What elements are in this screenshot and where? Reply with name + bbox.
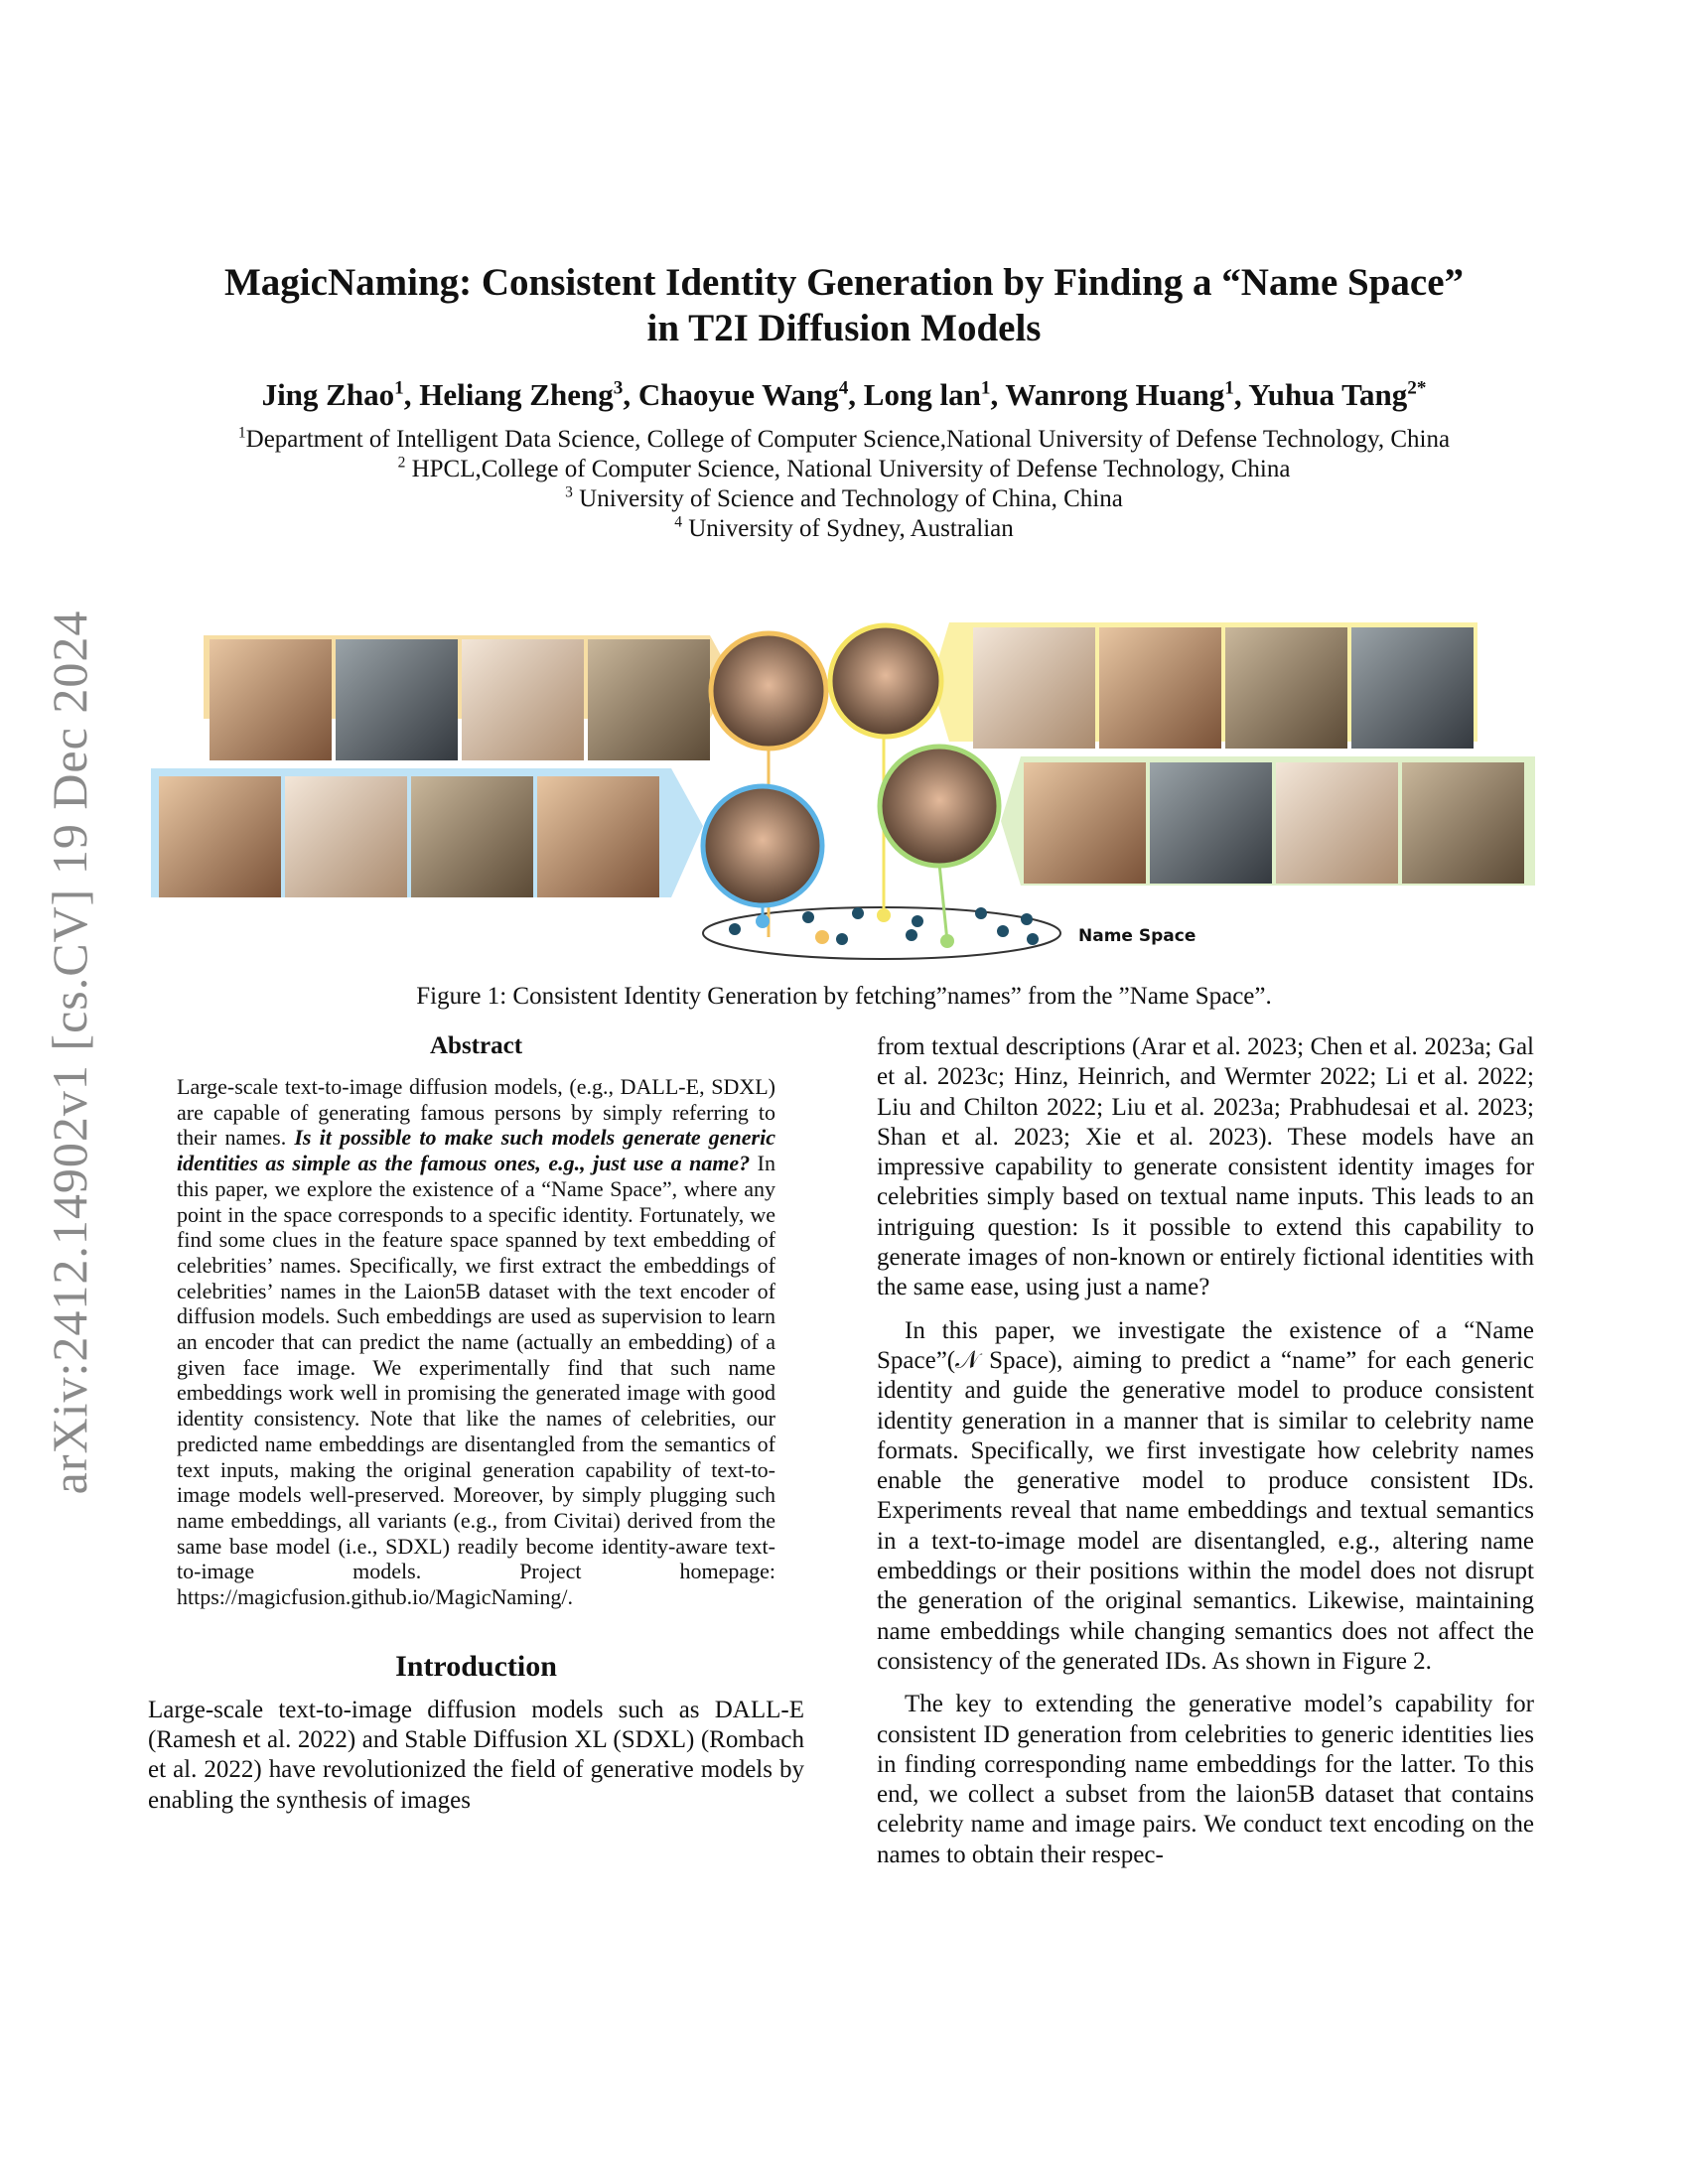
photo-man-2-a (1024, 762, 1146, 884)
author: Wanrong Huang$^1$ (1005, 377, 1234, 412)
photo-man-2-b (1150, 762, 1272, 884)
point-woman-1 (877, 908, 891, 922)
title-line-2: in T2I Diffusion Models (646, 307, 1042, 349)
photo-woman-1-c (1225, 627, 1347, 749)
photo-man-1-a (210, 639, 332, 760)
introduction-heading: Introduction (395, 1649, 557, 1683)
point-man-1 (815, 930, 829, 944)
affiliation: $^4$ University of Sydney, Australian (674, 513, 1014, 542)
photo-man-2-c (1276, 762, 1398, 884)
author: Chaoyue Wang$^4$ (637, 377, 849, 412)
identity-circle-man-2 (880, 747, 999, 866)
identity-circle-man-1 (711, 633, 826, 749)
abstract-heading: Abstract (429, 1032, 523, 1059)
abstract-body: Large-scale text-to-image diffusion models, (e.g., DALL-E, SDXL) are capable of generating famous persons by simply referring to their names. Is it possible to make such models generate generic identities as simple as the famous ones, e.g., just use a name? In this paper, we explore the existence of a “Name Space”, where any point in the space corresponds to a specific identity. Fortunately, we find some clues in the feature space spanned by text embedding of celebrities’ names. Specifically, we first extract the embeddings of celebrities’ names in the Laion5B dataset with the text encoder of diffusion models. Such embeddings are used as supervision to learn an encoder that can predict the name (actually an embedding) of a given face image. We experimentally find that such name embeddings work well in promising the generated image with good identity consistency. Note that like the names of celebrities, our predicted name embeddings are disentangled from the semantics of text inputs, making the original generation capability of text-to-image models well-preserved. Moreover, by simply plugging such name embeddings, all variants (e.g., from Civitai) derived from the same base model (i.e., SDXL) readily become identity-aware text-to-image models. Project homepage: https://magicfusion.github.io/MagicNaming/. (177, 1074, 775, 1610)
abstract-emphasis: Is it possible to make such models generate generic identities as simple as the famous ones, e.g., just use a name? (177, 1125, 775, 1176)
paper-title (149, 260, 1539, 351)
photo-woman-2-d (537, 776, 659, 897)
figure-graphic (147, 608, 1541, 967)
photo-man-1-d (588, 639, 710, 760)
author: Yuhua Tang$^{2*}$ (1248, 377, 1427, 412)
affiliation: $^2$ HPCL,College of Computer Science, National University of Defense Technology, China (397, 454, 1291, 482)
photo-woman-2-a (159, 776, 281, 897)
photo-woman-2-b (285, 776, 407, 897)
arxiv-identifier: arXiv:2412.14902v1 [cs.CV] 19 Dec 2024 (42, 610, 97, 1495)
identity-circle-woman-1 (830, 625, 941, 737)
photo-woman-2-c (411, 776, 533, 897)
intro-paragraph-1-continued: from textual descriptions (Arar et al. 2023; Chen et al. 2023a; Gal et al. 2023c; Hinz, Heinrich, and Wermter 2022; Li et al. 2022; Liu and Chilton 2022; Liu et al. 2023a; Prabhudesai et al. 2023; Shan et al. 2023; Xie et al. 2023). These models have an impressive capability to generate consistent identity images for celebrities simply based on textual name inputs. This leads to an intriguing question: Is it possible to extend this capability to generate images of non-known or entirely fictional identities with the same ease, using just a name? (877, 1033, 1534, 1301)
intro-paragraph-3: The key to extending the generative model’s capability for consistent ID generation from celebrities to generic identities lies in finding corresponding name embeddings for the latter. To this end, we collect a subset from the laion5B dataset that contains celebrity name and image pairs. We conduct text encoding on the names to obtain their respec- (877, 1691, 1534, 1868)
author-list: Jing Zhao$^1$, Heliang Zheng$^3$, Chaoyue Wang$^4$, Long lan$^1$, Wanrong Huang$^1$, Yuhua Tang$^{2*}$ (261, 377, 1427, 412)
point-woman-2 (756, 914, 770, 928)
point-man-2 (940, 934, 954, 948)
affiliation-list (149, 425, 1539, 544)
name-space-label: Name Space (1078, 926, 1196, 946)
author: Long lan$^1$ (863, 377, 991, 412)
title-line-1: MagicNaming: Consistent Identity Generation by Finding a “Name Space” (224, 261, 1464, 304)
figure-1 (147, 608, 1541, 967)
photo-woman-1-d (1351, 627, 1474, 749)
left-column (148, 1032, 804, 1816)
right-column (877, 1032, 1534, 1870)
affiliation: $^3$ University of Science and Technology of China, China (565, 483, 1123, 512)
author: Jing Zhao$^1$ (261, 377, 404, 412)
author: Heliang Zheng$^3$ (419, 377, 624, 412)
arxiv-sidebar (0, 556, 139, 1549)
photo-woman-1-b (1099, 627, 1221, 749)
photo-man-1-c (462, 639, 584, 760)
identity-circle-woman-2 (703, 786, 822, 905)
photo-man-2-d (1402, 762, 1524, 884)
figure-caption: Figure 1: Consistent Identity Generation by fetching”names” from the ”Name Space”. (416, 983, 1272, 1010)
affiliation: $^1$Department of Intelligent Data Science, College of Computer Science,National University of Defense Technology, China (237, 424, 1451, 453)
photo-woman-1-a (973, 627, 1095, 749)
intro-paragraph-1-start: Large-scale text-to-image diffusion models such as DALL-E (Ramesh et al. 2022) and Stable Diffusion XL (SDXL) (Rombach et al. 2022) have revolutionized the field of generative models by enabling the synthesis of images (148, 1696, 804, 1814)
intro-paragraph-2: In this paper, we investigate the existence of a “Name Space”(𝒩 Space), aiming to predict a “name” for each generic identity and guide the generative model to produce consistent identity generation in a manner that is similar to celebrity name formats. Specifically, we first investigate how celebrity names enable the generative model to produce consistent IDs. Experiments reveal that name embeddings and textual semantics in a text-to-image model are disentangled, e.g., altering name embeddings or their positions within the model does not disrupt the generation of the original semantics. Likewise, maintaining name embeddings while changing semantics does not affect the consistency of the generated IDs. As shown in Figure 2. (877, 1316, 1534, 1675)
photo-man-1-b (336, 639, 458, 760)
